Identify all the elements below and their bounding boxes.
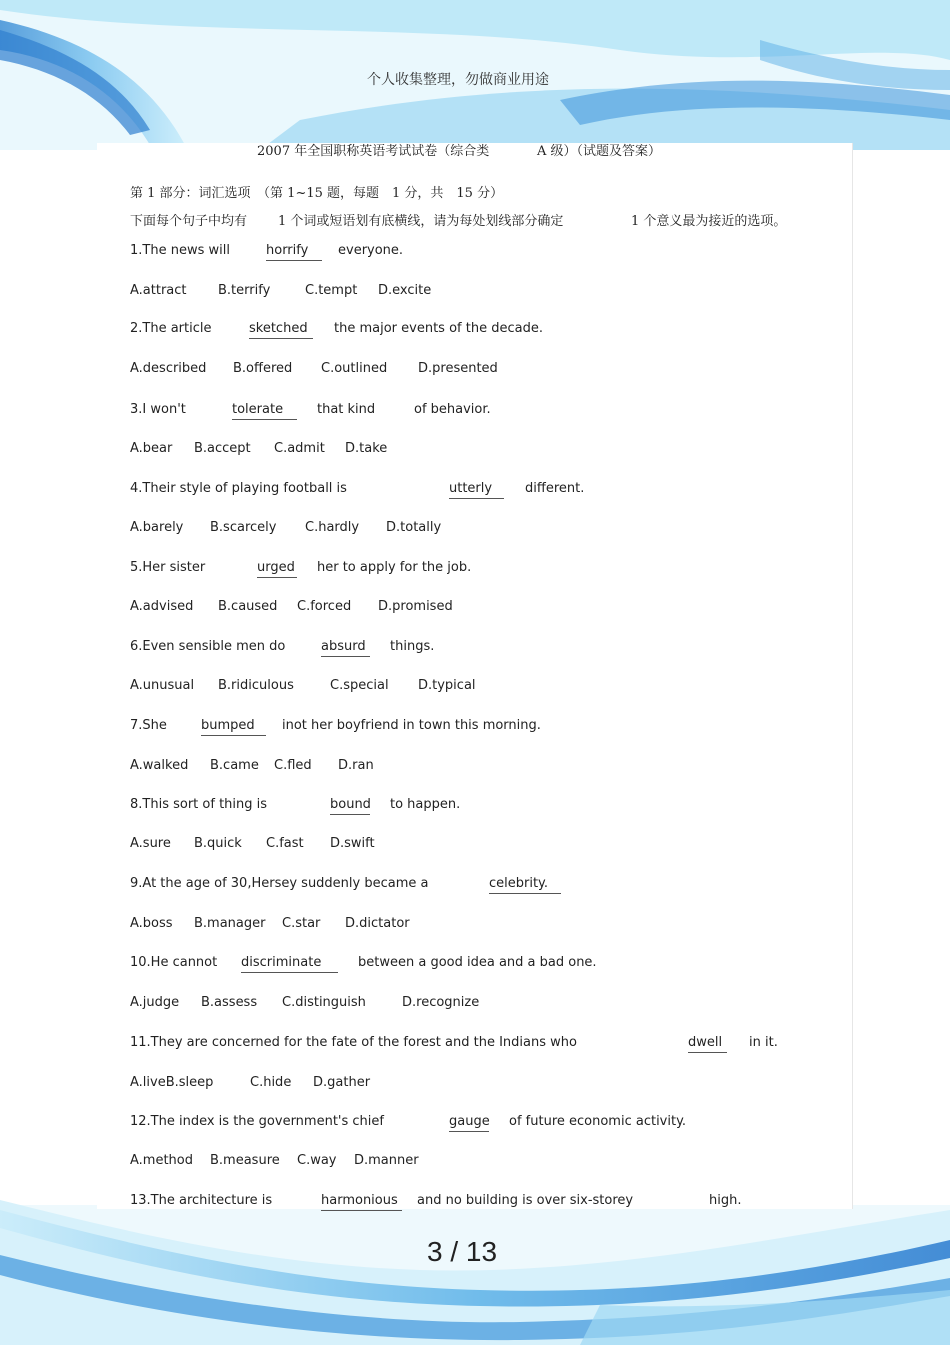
option-a: A.method <box>130 1153 194 1168</box>
option-b: B.ridiculous <box>218 678 294 693</box>
option-c: C.admit <box>274 441 325 456</box>
question-stem: 13.The architecture is <box>130 1193 273 1208</box>
question-stem: 8.This sort of thing is <box>130 797 268 812</box>
option-c: C.distinguish <box>282 995 366 1010</box>
option-b: B.caused <box>218 599 278 614</box>
question-stem: 7.She <box>130 718 167 733</box>
option-b: B.accept <box>194 441 251 456</box>
underlined-word: harmonious <box>321 1193 402 1211</box>
option-a: A.barely <box>130 520 184 535</box>
underlined-word: utterly <box>449 481 504 499</box>
option-c: C.outlined <box>321 361 388 376</box>
underlined-word: absurd <box>321 639 370 657</box>
option-d: D.typical <box>418 678 476 693</box>
option-a: A.attract <box>130 283 187 298</box>
option-d: D.recognize <box>402 995 480 1010</box>
option-a: A.advised <box>130 599 194 614</box>
option-b: B.came <box>210 758 259 773</box>
option-b: B.manager <box>194 916 266 931</box>
option-c: C.fast <box>266 836 304 851</box>
option-d: D.presented <box>418 361 498 376</box>
document-title-level: A 级）（试题及答案） <box>537 144 662 159</box>
option-a: A.judge <box>130 995 180 1010</box>
question-stem-end: to happen. <box>390 797 461 812</box>
question-stem: 9.At the age of 30,Hersey suddenly became a <box>130 876 429 891</box>
option-b: B.scarcely <box>210 520 277 535</box>
option-c: C.tempt <box>305 283 358 298</box>
section-heading: 第 1 部分：词汇选项 （第 1~15 题，每题 1 分，共 15 分） <box>130 186 504 201</box>
underlined-word: bumped <box>201 718 266 736</box>
option-b: B.offered <box>233 361 293 376</box>
header-note: 个人收集整理，勿做商业用途 <box>367 72 549 88</box>
option-c: C.way <box>297 1153 337 1168</box>
option-b: B.terrify <box>218 283 271 298</box>
question-stem: 11.They are concerned for the fate of the forest and the Indians who <box>130 1035 577 1050</box>
question-stem: 5.Her sister <box>130 560 206 575</box>
option-a: A.bear <box>130 441 173 456</box>
underlined-word: tolerate <box>232 402 297 420</box>
question-stem-end: of future economic activity. <box>509 1114 687 1129</box>
question-stem-end: of behavior. <box>414 402 491 417</box>
option-c: C.special <box>330 678 389 693</box>
underlined-word: discriminate <box>241 955 338 973</box>
question-stem-end: the major events of the decade. <box>334 321 543 336</box>
document-title: 2007 年全国职称英语考试试卷（综合类 <box>257 144 490 159</box>
option-d: D.swift <box>330 836 375 851</box>
option-b: B.assess <box>201 995 258 1010</box>
underlined-word: dwell <box>688 1035 727 1053</box>
option-d: D.promised <box>378 599 453 614</box>
option-d: D.ran <box>338 758 374 773</box>
option-d: D.dictator <box>345 916 410 931</box>
instruction-text-b: 1 个词或短语划有底横线，请为每处划线部分确定 <box>278 214 564 229</box>
question-stem: 3.I won't <box>130 402 186 417</box>
instruction-text-c: 1 个意义最为接近的选项。 <box>631 214 787 229</box>
option-c: C.forced <box>297 599 352 614</box>
question-stem-end: inot her boyfriend in town this morning. <box>282 718 541 733</box>
option-a: A.boss <box>130 916 173 931</box>
underlined-word: gauge <box>449 1114 489 1132</box>
option-b: B.measure <box>210 1153 280 1168</box>
option-d: D.totally <box>386 520 442 535</box>
option-c: C.star <box>282 916 321 931</box>
question-stem: 2.The article <box>130 321 212 336</box>
option-c: C.fled <box>274 758 312 773</box>
option-a-b: A.liveB.sleep <box>130 1075 214 1090</box>
question-stem: 4.Their style of playing football is <box>130 481 347 496</box>
question-stem-end: her to apply for the job. <box>317 560 472 575</box>
question-stem-end: high. <box>709 1193 742 1208</box>
option-b: B.quick <box>194 836 242 851</box>
option-a: A.walked <box>130 758 189 773</box>
question-stem: 6.Even sensible men do <box>130 639 286 654</box>
option-d: D.take <box>345 441 388 456</box>
question-stem-end: everyone. <box>338 243 404 258</box>
instruction-text-a: 下面每个句子中均有 <box>130 214 248 229</box>
question-stem: 1.The news will <box>130 243 230 258</box>
underlined-word: celebrity. <box>489 876 561 894</box>
option-a: A.described <box>130 361 207 376</box>
question-stem-mid: and no building is over six-storey <box>417 1193 634 1208</box>
question-stem-end: different. <box>525 481 585 496</box>
option-c: C.hide <box>250 1075 292 1090</box>
question-stem-mid: that kind <box>317 402 376 417</box>
option-d: D.gather <box>313 1075 371 1090</box>
option-d: D.manner <box>354 1153 419 1168</box>
question-stem-end: in it. <box>749 1035 778 1050</box>
underlined-word: sketched <box>249 321 313 339</box>
option-d: D.excite <box>378 283 432 298</box>
underlined-word: bound <box>330 797 370 815</box>
underlined-word: horrify <box>266 243 322 261</box>
option-a: A.unusual <box>130 678 195 693</box>
page-number: 3 / 13 <box>427 1236 498 1267</box>
question-stem: 12.The index is the government's chief <box>130 1114 384 1129</box>
question-stem-end: between a good idea and a bad one. <box>358 955 597 970</box>
option-a: A.sure <box>130 836 171 851</box>
option-c: C.hardly <box>305 520 360 535</box>
question-stem: 10.He cannot <box>130 955 218 970</box>
underlined-word: urged <box>257 560 297 578</box>
question-stem-end: things. <box>390 639 435 654</box>
